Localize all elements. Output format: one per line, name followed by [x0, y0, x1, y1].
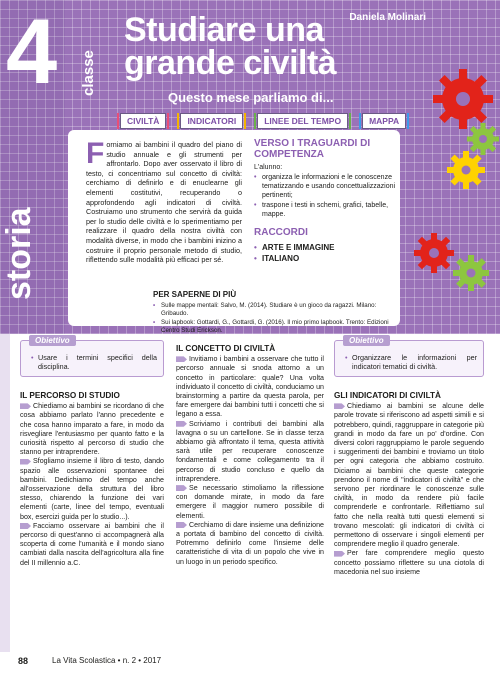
competenze-panel: [254, 138, 396, 264]
header-panel: [0, 0, 500, 334]
per-saperne-title: PER SAPERNE DI PIÙ: [153, 290, 237, 299]
subject-label: storia: [0, 207, 38, 300]
column-left: [20, 336, 164, 568]
arrow-icon: [20, 403, 31, 409]
objective-box-right: [334, 336, 484, 377]
gear-red-small-icon: [413, 232, 455, 274]
objective-box-left: [20, 336, 164, 377]
arrow-icon: [176, 485, 187, 491]
grade-number: 4: [6, 1, 58, 103]
arrow-icon: [176, 356, 187, 362]
tag-mappa: MAPPA: [362, 113, 406, 129]
paragraph: Scriviamo i contributi dei bambini alla lavagna o su un cartellone. Se in classe terza abbiamo già affrontato il tema, questa attività sarà utile per recuperare conoscenze fondamentali e come collegamento tra il percorso di studio concluso e quello da intraprendere.: [176, 419, 324, 483]
per-saperne-item: • Sui lapbook: Gottardi, G., Gottardi, G. (2016). Il mio primo lapbook. Trento: Edizioni Centro Studi Erickson.: [153, 319, 393, 335]
section-heading: IL CONCETTO DI CIVILTÀ: [176, 344, 276, 353]
paragraph: Invitiamo i bambini a osservare che tutto il percorso annuale si snoda attorno a un concetto in particolare: quale? Una volta individuato il concetto di civiltà, conduciamo un brainstorming a partire da questa parola, per fare emergere dai bambini tutti i concetti che si legano a essa.: [176, 355, 324, 419]
gear-green-small-icon: [452, 254, 490, 292]
tag-civilta: CIVILTÀ: [120, 113, 166, 129]
competenze-title: VERSO I TRAGUARDI DI COMPETENZA: [254, 138, 371, 160]
intro-dropcap: F: [86, 137, 105, 170]
objective-text: • Organizzare le informazioni per indicatori tematici di civiltà.: [345, 353, 477, 371]
author-name: Daniela Molinari: [349, 12, 426, 23]
gear-red-icon: [432, 68, 494, 130]
page-number: 88: [18, 656, 29, 666]
raccordi-panel: [254, 227, 396, 264]
competenze-item: • organizza le informazioni e le conoscenze tematizzando e usando concettualizzazioni pertinenti;: [254, 173, 396, 200]
topic-tags: [120, 113, 406, 129]
raccordi-item: • ITALIANO: [254, 253, 396, 264]
competenze-item: • traspone i testi in schemi, grafici, tabelle, mappe.: [254, 201, 396, 219]
arrow-icon: [334, 403, 345, 409]
gear-yellow-icon: [446, 150, 486, 190]
arrow-icon: [334, 551, 345, 557]
arrow-icon: [20, 459, 31, 465]
journal-title: La Vita Scolastica • n. 2 • 2017: [52, 656, 162, 665]
paragraph: Chiediamo ai bambini se alcune delle parole trovate si riferiscono ad aspetti simili e si potrebbero, quindi, raggruppare in categorie più grandi in modo da fare un po' d'ordine. Con diversi colori raggruppiamo le parole seguendo i suggerimenti dei bambini e troviamo un titolo per ogni categoria che abbiamo costruito. Diciamo ai bambini che queste categorie prendono il nome di "indicatori di civiltà" e che servono per riordinare le conoscenze sulle civiltà, in modo da rendere più facile comprenderle e confrontarle. Riflettiamo sul fatto che nella realtà tutti questi elementi si trovano mescolati: gli indicatori di civiltà ci permettono di osservare i singoli elementi per comprendere meglio il quadro generale.: [334, 402, 484, 549]
intro-card: [68, 130, 400, 334]
paragraph: Se necessario stimoliamo la riflessione con domande mirate, in modo da fare emergere il maggior numero possibile di elementi.: [176, 484, 324, 520]
title-line-1: Studiare una: [124, 11, 324, 49]
objective-label: Obiettivo: [343, 335, 390, 346]
section-heading: IL PERCORSO DI STUDIO: [20, 391, 120, 400]
tag-indicatori: INDICATORI: [180, 113, 243, 129]
raccordi-title: RACCORDI: [254, 227, 308, 238]
left-margin-strip: [0, 334, 10, 652]
section-heading: GLI INDICATORI DI CIVILTÀ: [334, 391, 441, 400]
column-right: [334, 336, 484, 577]
subtitle: Questo mese parliamo di...: [168, 90, 334, 105]
intro-body: orniamo ai bambini il quadro del piano di studio annuale e gli strumenti per affrontarlo. Dopo aver osservato il libro di testo, ci concentriamo sul concetto di civiltà: cerchiamo di definirlo e di enuclearne gli elementi costitutivi, recuperando o approfondendo agli indicatori di civiltà. Costruiamo uno strumento che servirà da guida per lo studio delle civiltà e lo sperimentiamo per realizzare il quadro della nostra civiltà con modalità diverse, in modo che i bambini inizino a costruire il proprio personale metodo di studio, riflettendo sulle modalità più efficaci per sé.: [86, 140, 242, 265]
competenze-lead: L'alunno:: [254, 164, 283, 171]
arrow-icon: [20, 523, 31, 529]
page-title: [124, 11, 337, 82]
paragraph: Per fare comprendere meglio questo concetto possiamo riflettere su una ciotola di macedonia nel suo insieme: [334, 549, 484, 576]
per-saperne-item: • Sulle mappe mentali: Salvo, M. (2014). Studiare è un gioco da ragazzi. Milano: Gribaudo.: [153, 302, 393, 318]
page-footer: [0, 652, 500, 679]
competenze-list: [254, 173, 396, 219]
paragraph: Chiediamo ai bambini se ricordano di che cosa abbiamo parlato l'anno precedente e che cosa hanno imparato a fare, in modo da risvegliare l'entusiasmo per quanto fatto e la curiosità rispetto al percorso di studio che stanno per intraprendere.: [20, 402, 164, 457]
title-line-2: grande civiltà: [124, 44, 337, 82]
paragraph: Sfogliamo insieme il libro di testo, dando spazio alle osservazioni spontanee dei bambini. Dedichiamo del tempo anche all'osservazione della struttura del libro stesso, chiarendo la funzione dei vari elementi (carte, linee del tempo, eventuali box, esercizi guida per lo studio...).: [20, 457, 164, 521]
objective-text: • Usare i termini specifici della disciplina.: [31, 353, 157, 371]
objective-label: Obiettivo: [29, 335, 76, 346]
paragraph: Facciamo osservare ai bambini che il percorso di quest'anno ci accompagnerà alla scoperta di come l'umanità e il mondo siano cambiati dalla nascita dell'agricoltura alla fine del II millennio a.C.: [20, 521, 164, 567]
intro-text: [86, 137, 242, 265]
paragraph: Cerchiamo di dare insieme una definizione a portata di bambino del concetto di civiltà. Potremmo definirlo come l'insieme delle caratteristiche di vita di un popolo che vive in un luogo in un periodo specifico.: [176, 520, 324, 566]
tag-linee-del-tempo: LINEE DEL TEMPO: [257, 113, 348, 129]
arrow-icon: [176, 421, 187, 427]
raccordi-item: • ARTE E IMMAGINE: [254, 242, 396, 253]
arrow-icon: [176, 522, 187, 528]
per-saperne-list: [153, 302, 393, 335]
per-saperne-panel: [153, 290, 393, 336]
grade-word: classe: [80, 50, 97, 96]
column-middle: [176, 340, 324, 567]
